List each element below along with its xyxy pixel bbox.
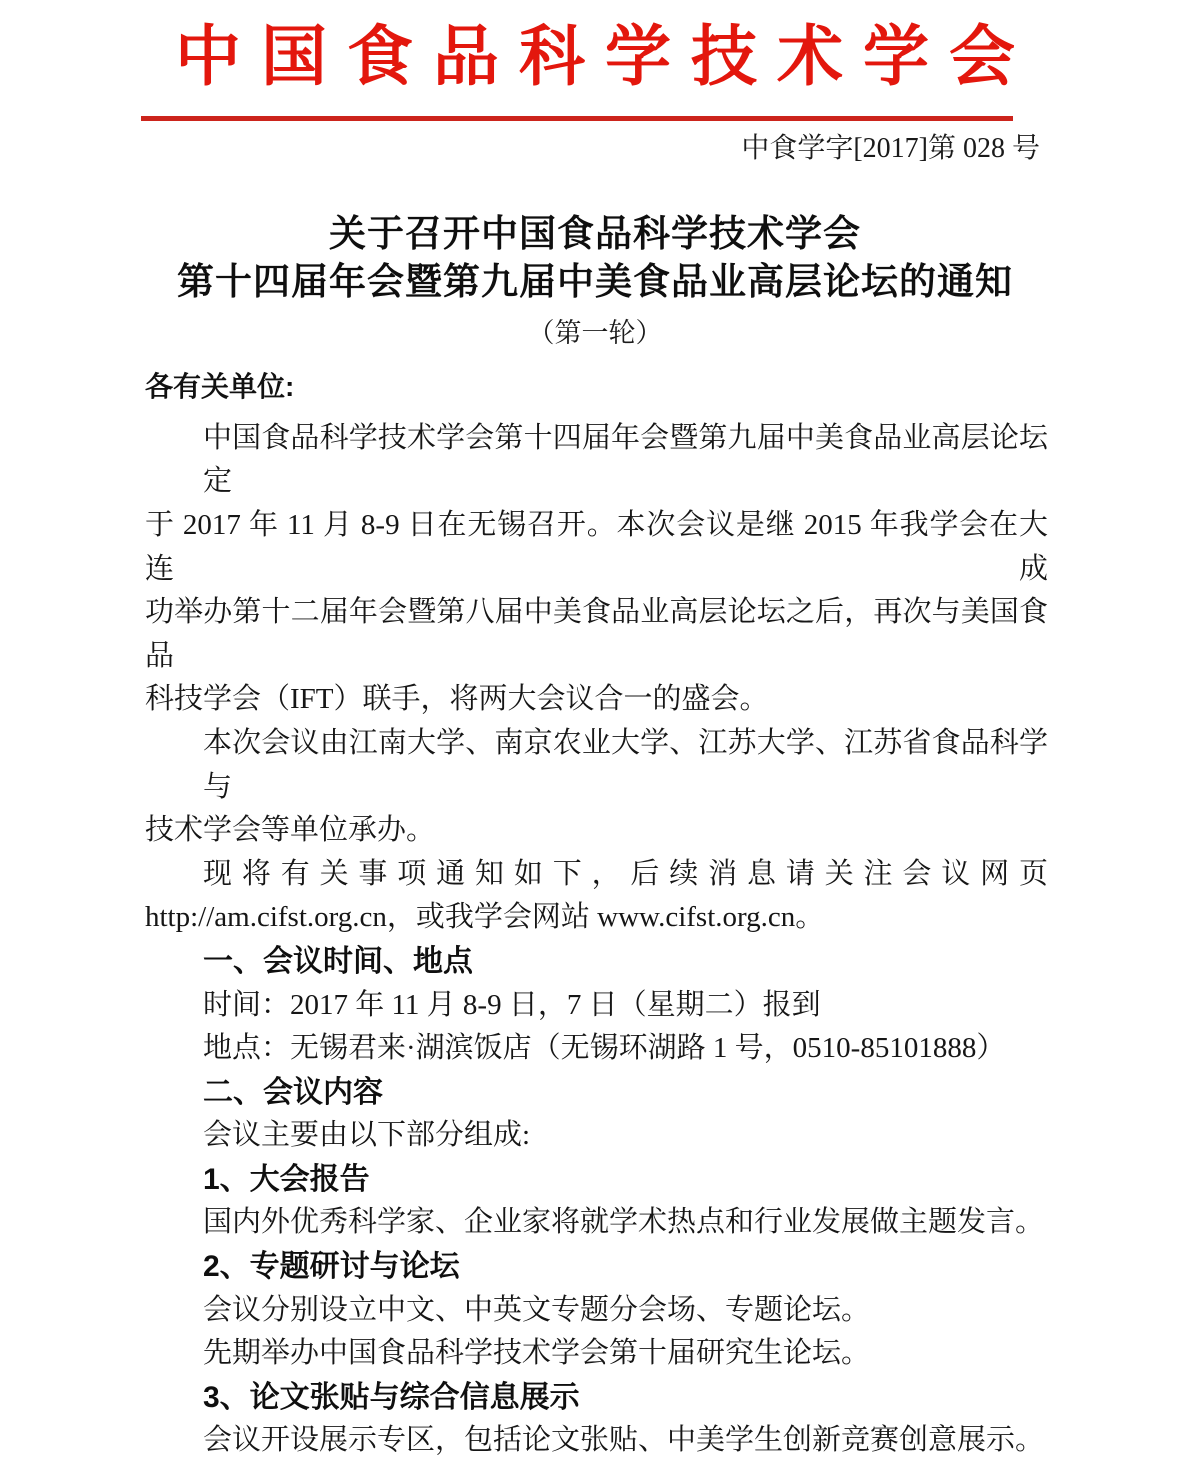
content-line: 会议分别设立中文、中英文专题分会场、专题论坛。 xyxy=(203,1293,871,1326)
content-line conference-url-line: http://am.cifst.org.cn，或我学会网站 www.cifst.org.cn。 xyxy=(145,901,825,934)
content-line: 科技学会（IFT）联手，将两大会议合一的盛会。 xyxy=(145,683,769,716)
content-line: 先期举办中国食品科学技术学会第十届研究生论坛。 xyxy=(203,1337,871,1370)
notice-title xyxy=(0,210,1190,351)
salutation: 各有关单位: xyxy=(145,370,295,402)
content-line: 功举办第十二届年会暨第八届中美食品业高层论坛之后，再次与美国食品 xyxy=(145,596,1048,672)
organization-name: 中国食品科学技术学会 xyxy=(175,21,1035,94)
subsection-heading-3: 3、论文张贴与综合信息展示 xyxy=(203,1380,580,1414)
section-heading-1: 一、会议时间、地点 xyxy=(203,944,473,978)
content-line: 现将有关事项通知如下，后续消息请关注会议网页 xyxy=(203,857,1048,890)
document-number: 中食学字[2017]第 028 号 xyxy=(741,133,1040,165)
subsection-heading-2: 2、专题研讨与论坛 xyxy=(203,1250,460,1284)
round-label: （第一轮） xyxy=(527,317,663,348)
content-line: 地点：无锡君来·湖滨饭店（无锡环湖路 1 号，0510-85101888） xyxy=(203,1032,1006,1065)
subsection-heading-1: 1、大会报告 xyxy=(203,1162,370,1196)
content-line: 技术学会等单位承办。 xyxy=(145,814,436,847)
content-line: 会议主要由以下部分组成: xyxy=(203,1119,531,1152)
title-line-1: 关于召开中国食品科学技术学会 xyxy=(329,212,861,254)
content-line: 本次会议由江南大学、南京农业大学、江苏大学、江苏省食品科学与 xyxy=(203,726,1048,803)
notice-body xyxy=(145,417,1048,1463)
content-line: 会议开设展示专区，包括论文张贴、中美学生创新竞赛创意展示。 xyxy=(203,1424,1045,1457)
content-line: 于 2017 年 11 月 8-9 日在无锡召开。本次会议是继 2015 年我学会在大连成 xyxy=(145,508,1048,585)
content-line: 中国食品科学技术学会第十四届年会暨第九届中美食品业高层论坛定 xyxy=(203,421,1048,498)
letterhead-divider xyxy=(141,116,1013,121)
letterhead xyxy=(0,0,1190,166)
title-line-2: 第十四届年会暨第九届中美食品业高层论坛的通知 xyxy=(177,260,1013,302)
content-line: 时间：2017 年 11 月 8-9 日，7 日（星期二）报到 xyxy=(203,988,821,1021)
content-line: 国内外优秀科学家、企业家将就学术热点和行业发展做主题发言。 xyxy=(203,1206,1045,1239)
section-heading-2: 二、会议内容 xyxy=(203,1075,383,1109)
